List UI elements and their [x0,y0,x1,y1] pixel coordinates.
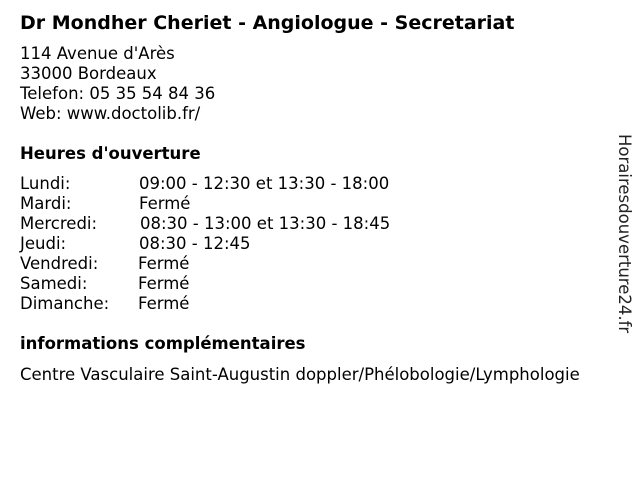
additional-info-heading: informations complémentaires [20,334,306,353]
day-label: Dimanche: [20,294,110,313]
day-label: Lundi: [20,174,71,193]
day-label: Mercredi: [20,214,98,233]
phone-number: Telefon: 05 35 54 84 36 [20,84,216,103]
day-hours: Fermé [138,254,190,273]
business-address-block [20,44,215,124]
street-address: 114 Avenue d'Arès [20,44,175,63]
watermark-text: Horairesdouverture24.fr [615,134,634,334]
page-title: Dr Mondher Cheriet - Angiologue - Secretariat [20,12,515,34]
day-hours: 09:00 - 12:30 et 13:30 - 18:00 [139,174,390,193]
day-hours: 08:30 - 13:00 et 13:30 - 18:45 [140,214,391,233]
opening-hours-heading: Heures d'ouverture [20,144,201,163]
city-postal-code: 33000 Bordeaux [20,64,157,83]
website: Web: www.doctolib.fr/ [20,104,201,123]
day-hours: Fermé [138,294,190,313]
day-hours: Fermé [138,274,190,293]
day-label: Jeudi: [20,234,67,253]
day-label: Samedi: [20,274,88,293]
day-label: Mardi: [20,194,72,213]
day-hours: Fermé [139,194,191,213]
day-hours: 08:30 - 12:45 [139,234,251,253]
watermark [614,134,634,344]
day-label: Vendredi: [20,254,99,273]
additional-info-text: Centre Vasculaire Saint-Augustin doppler/Phélobologie/Lymphologie [20,365,580,384]
